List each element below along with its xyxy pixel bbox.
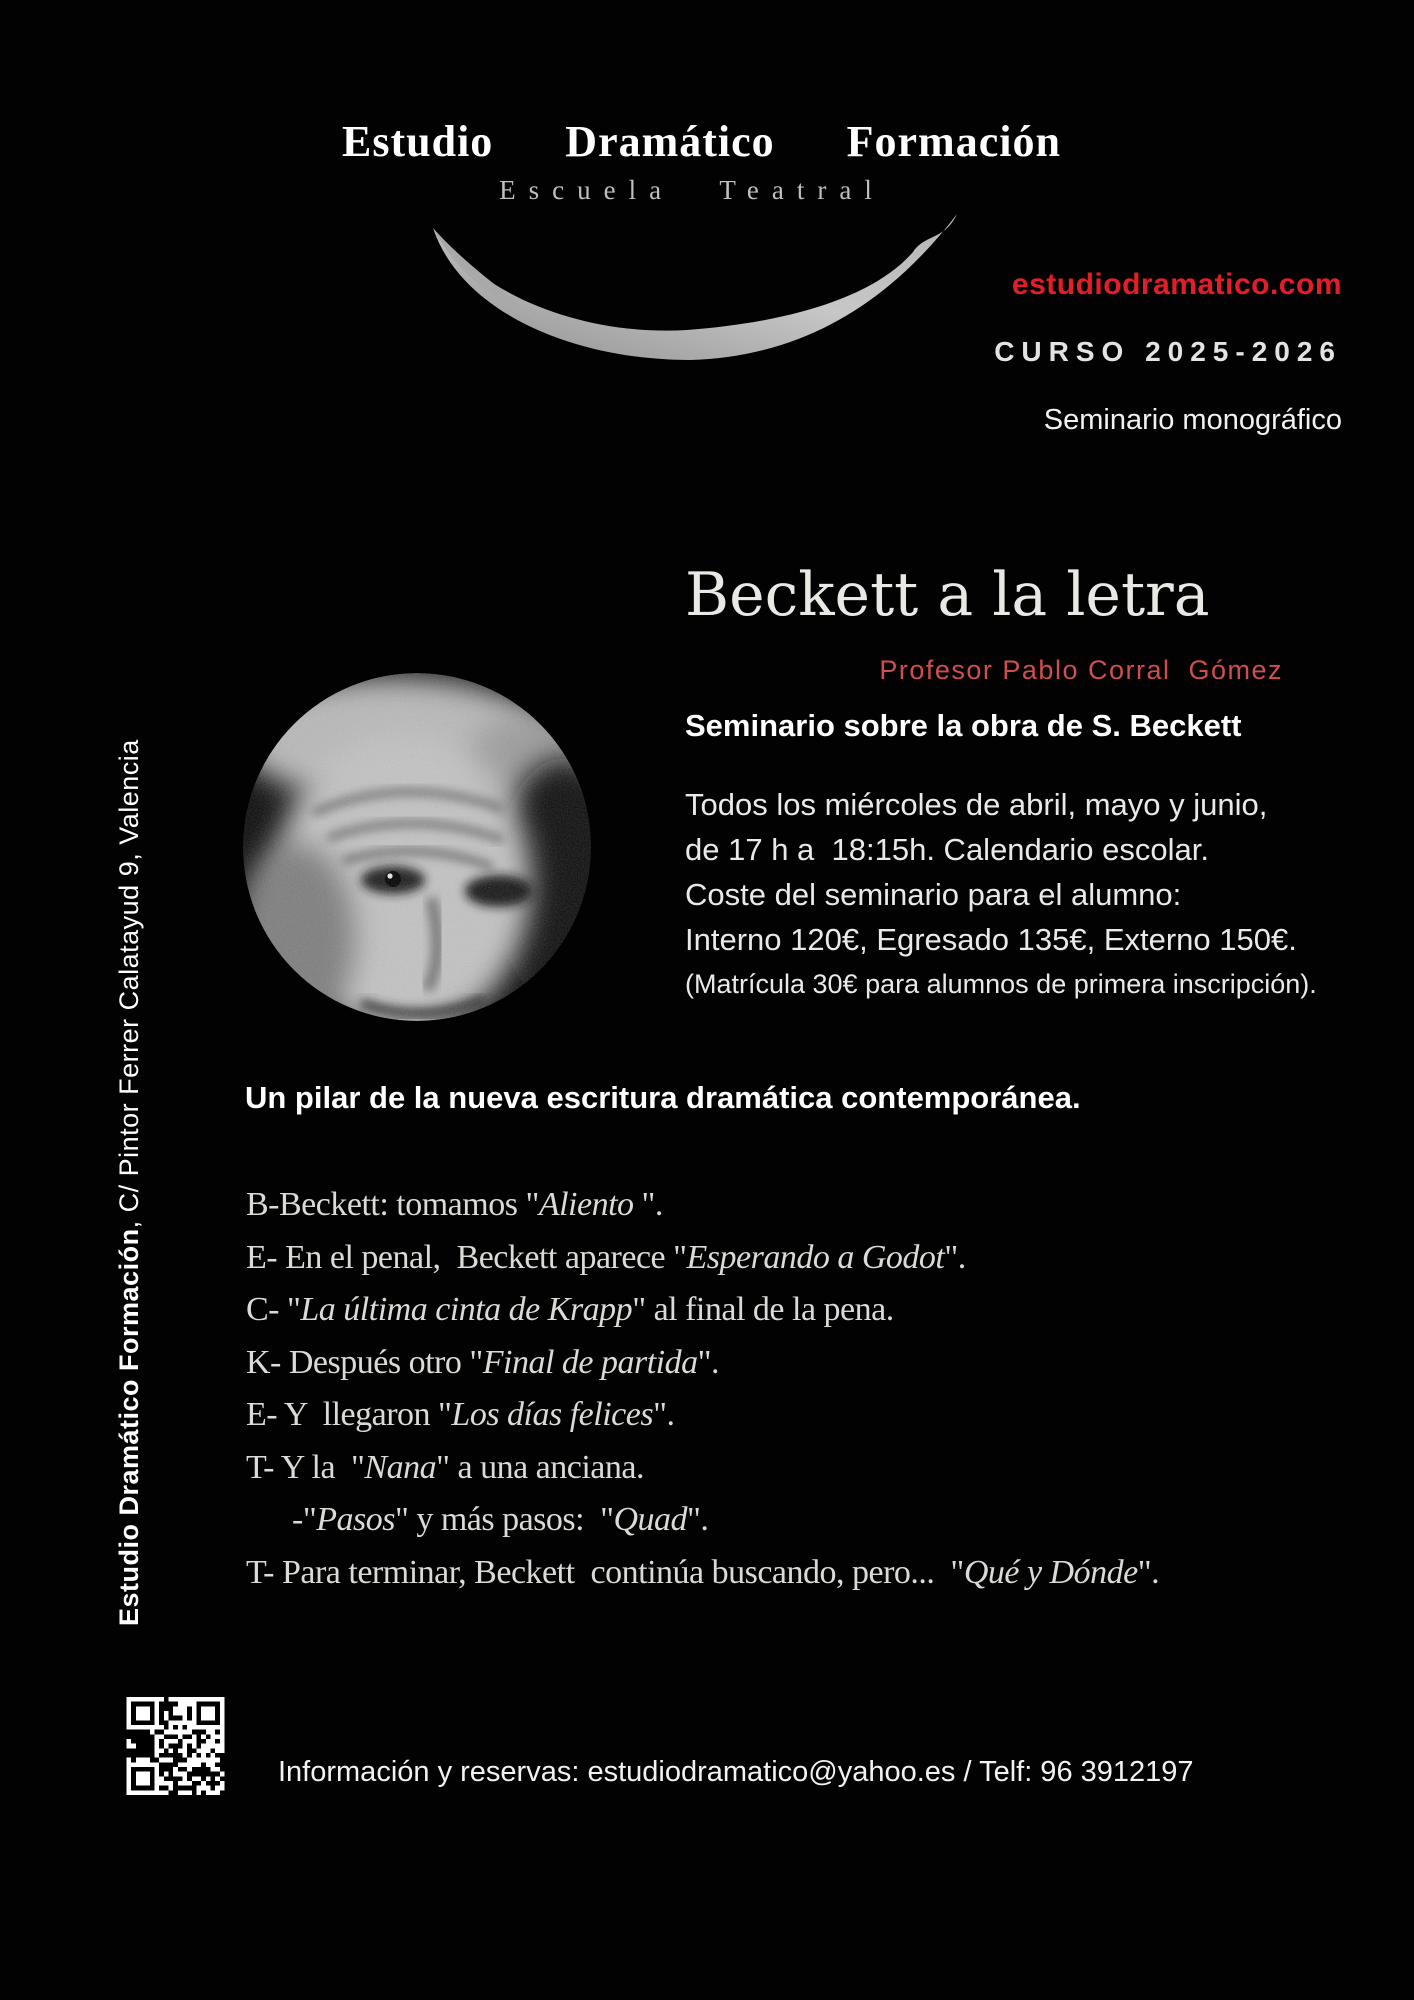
acrostic-text: -" [292, 1501, 317, 1538]
acrostic-line [246, 1449, 1366, 1502]
qr-code-icon [125, 1697, 226, 1795]
acrostic-line [246, 1239, 1366, 1292]
acrostic-text: E- Y llegaron " [246, 1396, 452, 1433]
beckett-portrait-photo [243, 673, 591, 1021]
course-year: CURSO 2025-2026 [994, 336, 1342, 367]
work-title: Final de partida [482, 1343, 698, 1381]
schedule-line: de 17 h a 18:15h. Calendario escolar. [685, 832, 1209, 867]
tagline: Un pilar de la nueva escritura dramática contemporánea. [245, 1080, 1081, 1115]
seminar-subtitle: Seminario sobre la obra de S. Beckett [685, 708, 1242, 743]
acrostic-text: " y más pasos: " [394, 1501, 614, 1538]
acrostic-line [246, 1554, 1366, 1607]
schedule-line: Coste del seminario para el alumno: [685, 877, 1182, 912]
vertical-address-school: Estudio Dramático Formación [114, 1228, 144, 1626]
beckett-portrait-art [243, 673, 591, 1021]
acrostic-text: ". [641, 1186, 663, 1223]
acrostic-line [246, 1291, 1366, 1344]
work-title: Aliento [538, 1186, 642, 1223]
acrostic-text: ". [687, 1501, 709, 1538]
seminar-title: Beckett a la letra [685, 560, 1210, 630]
acrostic-text: C- " [246, 1291, 301, 1328]
schedule-line: Todos los miércoles de abril, mayo y junio, [685, 787, 1268, 822]
acrostic-text: T- Para terminar, Beckett continúa buscando, pero... " [246, 1553, 964, 1591]
acrostic-text: T- Y la " [246, 1448, 365, 1486]
website-url: estudiodramatico.com [1011, 268, 1342, 301]
vertical-address [114, 739, 145, 1626]
brush-stroke-icon [425, 200, 965, 375]
schedule-block [685, 782, 1317, 1007]
professor-name: Profesor Pablo Corral Gómez [879, 655, 1283, 685]
work-title: Qué y Dónde [963, 1553, 1138, 1591]
work-title: Esperando a Godot [686, 1238, 945, 1276]
acrostic-line [246, 1501, 1366, 1554]
work-title: Quad [613, 1501, 688, 1538]
acrostic-line [246, 1344, 1366, 1397]
logo-block [342, 116, 1061, 206]
brand-school-type: Escuela Teatral [499, 175, 885, 205]
acrostic-line [246, 1186, 1366, 1239]
acrostic-text: " a una anciana. [436, 1448, 644, 1486]
work-title: La última cinta de Krapp [300, 1291, 633, 1328]
acrostic-text: K- Después otro " [246, 1343, 483, 1381]
work-title: Nana [364, 1448, 437, 1486]
brand-name: Estudio Dramático Formación [342, 117, 1061, 166]
acrostic-text: " al final de la pena. [632, 1291, 894, 1328]
seminar-type: Seminario monográfico [1043, 404, 1342, 436]
contact-info: Información y reservas: estudiodramatico@yahoo.es / Telf: 96 3912197 [278, 1756, 1194, 1788]
acrostic-text: E- En el penal, Beckett aparece " [246, 1238, 687, 1276]
acrostic-text: ". [1137, 1553, 1160, 1591]
vertical-address-street: , C/ Pintor Ferrer Calatayud 9, Valencia [114, 739, 144, 1229]
schedule-line-enrollment: (Matrícula 30€ para alumnos de primera inscripción). [685, 969, 1317, 999]
acrostic-list [246, 1186, 1366, 1606]
acrostic-line [246, 1396, 1366, 1449]
acrostic-text: ". [653, 1396, 675, 1433]
work-title: Pasos [316, 1501, 395, 1538]
work-title: Los días felices [451, 1396, 654, 1433]
schedule-line: Interno 120€, Egresado 135€, Externo 150€. [685, 922, 1297, 957]
acrostic-text: ". [697, 1343, 720, 1381]
acrostic-text: B-Beckett: tomamos " [246, 1186, 539, 1223]
acrostic-text: ". [944, 1238, 966, 1276]
